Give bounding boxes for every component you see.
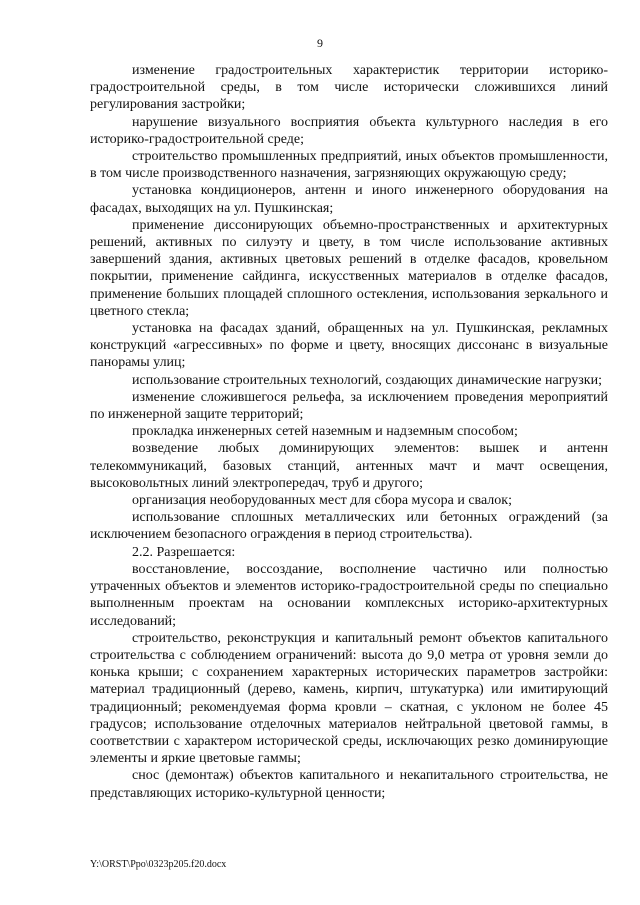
paragraph: изменение сложившегося рельефа, за исключением проведения мероприятий по инженерной защите территорий; (90, 389, 608, 423)
paragraph: строительство промышленных предприятий, иных объектов промышленности, в том числе производственного назначения, загрязняющих окружающую среду; (90, 149, 608, 182)
paragraph: снос (демонтаж) объектов капитального и некапитального строительства, не представляющих историко-культурной ценности; (90, 768, 608, 801)
section-heading: 2.2. Разрешается: (132, 544, 236, 560)
paragraph: возведение любых доминирующих элементов: вышек и антенн телекоммуникаций, базовых станций, антенных мачт и мачт освещения, высоковольтных линий электропередач, труб и другого; (90, 441, 608, 491)
paragraph: нарушение визуального восприятия объекта культурного наследия в его историко-градостроительной среде; (90, 114, 608, 147)
paragraph: использование сплошных металлических или бетонных ограждений (за исключением безопасного ограждения в период строительства). (90, 510, 608, 543)
document-body (90, 62, 608, 802)
paragraph: применение диссонирующих объемно-пространственных и архитектурных решений, активных по силуэту и цвету, в том числе использование активных завершений здания, активных цветовых решений в отделке фасадов, кровельном покрытии, применение сайдинга, искусственных материалов в отделке фасадов, применение больших площадей сплошного остекления, использования зеркального и цветного стекла; (90, 217, 608, 319)
paragraph: использование строительных технологий, создающих динамические нагрузки; (132, 372, 602, 388)
paragraph: установка кондиционеров, антенн и иного инженерного оборудования на фасадах, выходящих на ул. Пушкинская; (90, 183, 608, 216)
paragraph: организация необорудованных мест для сбора мусора и свалок; (132, 493, 512, 509)
paragraph: строительство, реконструкция и капитальный ремонт объектов капитального строительства с соблюдением ограничений: высота до 9,0 метра от уровня земли до конька крыши; с сохранением характерных исторических параметров застройки: материал традиционный (дерево, камень, кирпич, штукатурка) или имитирующий традиционный; рекомендуемая форма кровли – скатная, с уклоном не более 45 градусов; использование отделочных материалов нейтральной цветовой гаммы, в соответствии с характером исторической среды, исключающих резко доминирующие элементы и яркие цветовые гаммы; (90, 630, 608, 767)
paragraph: установка на фасадах зданий, обращенных на ул. Пушкинская, рекламных конструкций «агрессивных» по форме и цвету, вносящих диссонанс в визуальные панорамы улиц; (90, 321, 608, 371)
paragraph: изменение градостроительных характеристик территории историко-градостроительной среды, в том числе исторически сложившихся линий регулирования застройки; (90, 63, 608, 113)
paragraph: прокладка инженерных сетей наземным и надземным способом; (132, 424, 518, 440)
footer-file-path: Y:\ORST\Ppo\0323p205.f20.docx (90, 859, 227, 870)
paragraph: восстановление, воссоздание, восполнение частично или полностью утраченных объектов и элементов историко-градостроительной среды по специально выполненным проектам на основании комплексных историко-архитектурных исследований; (90, 561, 608, 629)
page-number: 9 (317, 36, 323, 50)
